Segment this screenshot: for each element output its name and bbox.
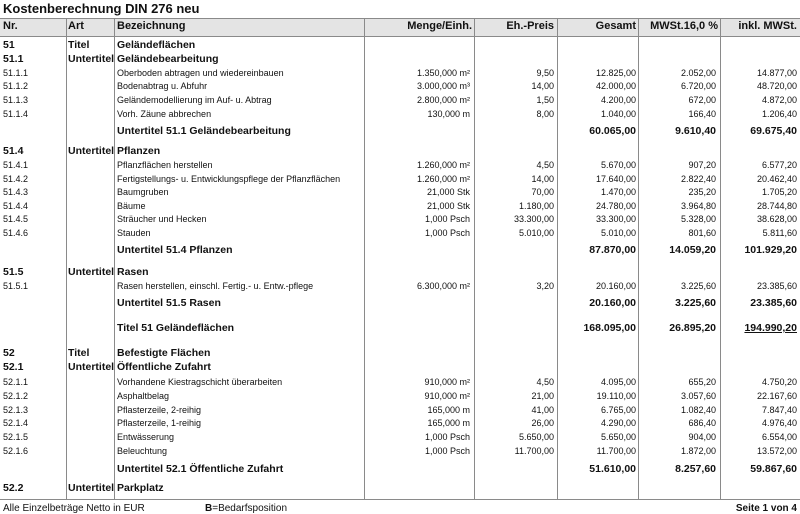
item-row-inkl: 14.877,00 <box>756 68 797 78</box>
item-row-nr: 51.4.5 <box>3 214 29 224</box>
item-row-bez: Fertigstellungs- u. Entwicklungspflege der Pflanzflächen <box>117 174 341 184</box>
item-row-preis: 5.010,00 <box>518 228 554 238</box>
subtotal-row-mwst: 14.059,20 <box>669 244 716 256</box>
column-header-art: Art <box>68 20 84 32</box>
item-row-gesamt: 33.300,00 <box>595 214 636 224</box>
subtotal-row-gesamt: 20.160,00 <box>589 297 636 309</box>
group-row-bez: Parkplatz <box>117 482 164 494</box>
item-row-mwst: 672,00 <box>688 95 716 105</box>
item-row-inkl: 38.628,00 <box>756 214 797 224</box>
item-row-inkl: 6.577,20 <box>761 160 797 170</box>
group-row-bez: Geländebearbeitung <box>117 53 219 65</box>
item-row-mwst: 1.872,00 <box>680 446 716 456</box>
item-row-mwst: 5.328,00 <box>680 214 716 224</box>
item-row-preis: 3,20 <box>536 281 554 291</box>
total-row-inkl: 194.990,20 <box>744 322 797 334</box>
item-row-bez: Pflanzflächen herstellen <box>117 160 213 170</box>
item-row-mwst: 655,20 <box>688 377 716 387</box>
item-row-menge: 1,000 Psch <box>424 446 470 456</box>
item-row-gesamt: 42.000,00 <box>595 81 636 91</box>
item-row-gesamt: 11.700,00 <box>596 446 636 456</box>
item-row-mwst: 3.225,60 <box>680 281 716 291</box>
subtotal-row-inkl: 59.867,60 <box>750 463 797 475</box>
column-divider <box>720 18 721 500</box>
group-row-art: Untertitel <box>68 266 115 278</box>
item-row-nr: 51.5.1 <box>3 281 29 291</box>
subtotal-row-inkl: 23.385,60 <box>750 297 797 309</box>
item-row-gesamt: 24.780,00 <box>595 201 636 211</box>
subtotal-row-gesamt: 60.065,00 <box>589 125 636 137</box>
item-row-inkl: 48.720,00 <box>756 81 797 91</box>
header-bottom-rule <box>0 36 800 37</box>
item-row-bez: Sträucher und Hecken <box>117 214 207 224</box>
item-row-preis: 4,50 <box>536 160 554 170</box>
item-row-nr: 51.4.6 <box>3 228 29 238</box>
table-bottom-rule <box>0 499 800 500</box>
group-row-nr: 51 <box>3 39 15 51</box>
item-row-bez: Pflasterzeile, 2-reihig <box>117 405 202 415</box>
item-row-menge: 165,000 m <box>427 405 470 415</box>
item-row-mwst: 3.057,60 <box>680 391 716 401</box>
item-row-nr: 51.1.3 <box>3 95 29 105</box>
item-row-inkl: 4.872,00 <box>761 95 797 105</box>
total-row-bez: Titel 51 Geländeflächen <box>117 322 235 334</box>
group-row-art: Titel <box>68 39 90 51</box>
item-row-nr: 52.1.2 <box>3 391 29 401</box>
item-row-mwst: 1.082,40 <box>680 405 716 415</box>
item-row-menge: 1.350,000 m² <box>416 68 470 78</box>
item-row-inkl: 4.976,40 <box>761 418 797 428</box>
item-row-nr: 52.1.4 <box>3 418 29 428</box>
item-row-gesamt: 6.765,00 <box>600 405 636 415</box>
item-row-preis: 11.700,00 <box>514 446 554 456</box>
column-header-menge: Menge/Einh. <box>407 20 472 32</box>
subtotal-row-bez: Untertitel 51.5 Rasen <box>117 297 221 309</box>
item-row-gesamt: 5.650,00 <box>600 432 636 442</box>
subtotal-row-mwst: 9.610,40 <box>675 125 716 137</box>
item-row-inkl: 1.206,40 <box>761 109 797 119</box>
footer-bedarf-key: B <box>205 503 213 514</box>
item-row-gesamt: 12.825,00 <box>595 68 636 78</box>
footer-bedarf-text: =Bedarfsposition <box>212 503 288 514</box>
header-top-rule <box>0 18 800 19</box>
column-header-mwst: MWSt.16,0 % <box>650 20 718 32</box>
group-row-nr: 51.1 <box>3 53 24 65</box>
item-row-nr: 51.1.2 <box>3 81 29 91</box>
item-row-nr: 51.4.2 <box>3 174 29 184</box>
group-row-art: Untertitel <box>68 482 115 494</box>
item-row-bez: Oberboden abtragen und wiedereinbauen <box>117 68 284 78</box>
item-row-inkl: 5.811,60 <box>762 228 797 238</box>
column-header-inkl: inkl. MWSt. <box>738 20 797 32</box>
group-row-art: Untertitel <box>68 145 115 157</box>
total-row-gesamt: 168.095,00 <box>583 322 636 334</box>
footer-note-bedarf <box>205 503 287 514</box>
item-row-gesamt: 4.095,00 <box>600 377 636 387</box>
item-row-nr: 51.1.4 <box>3 109 29 119</box>
item-row-nr: 52.1.5 <box>3 432 29 442</box>
subtotal-row-mwst: 3.225,60 <box>675 297 716 309</box>
item-row-mwst: 2.052,00 <box>680 68 716 78</box>
item-row-inkl: 22.167,60 <box>756 391 797 401</box>
item-row-mwst: 907,20 <box>688 160 716 170</box>
item-row-inkl: 20.462,40 <box>756 174 797 184</box>
item-row-menge: 21,000 Stk <box>426 201 470 211</box>
item-row-nr: 51.4.3 <box>3 187 29 197</box>
item-row-bez: Stauden <box>117 228 151 238</box>
group-row-bez: Rasen <box>117 266 149 278</box>
item-row-bez: Asphaltbelag <box>117 391 170 401</box>
item-row-preis: 33.300,00 <box>513 214 554 224</box>
item-row-mwst: 6.720,00 <box>680 81 716 91</box>
group-row-bez: Öffentliche Zufahrt <box>117 361 211 373</box>
item-row-preis: 5.650,00 <box>518 432 554 442</box>
item-row-bez: Vorhandene Kiestragschicht überarbeiten <box>117 377 283 387</box>
item-row-inkl: 1.705,20 <box>761 187 797 197</box>
subtotal-row-mwst: 8.257,60 <box>675 463 716 475</box>
subtotal-row-gesamt: 87.870,00 <box>589 244 636 256</box>
column-divider <box>638 18 639 500</box>
item-row-bez: Rasen herstellen, einschl. Fertig.- u. Entw.-pflege <box>117 281 314 291</box>
item-row-gesamt: 5.010,00 <box>600 228 636 238</box>
item-row-inkl: 6.554,00 <box>761 432 797 442</box>
item-row-bez: Baumgruben <box>117 187 169 197</box>
item-row-gesamt: 1.040,00 <box>600 109 636 119</box>
item-row-mwst: 904,00 <box>688 432 716 442</box>
item-row-preis: 4,50 <box>536 377 554 387</box>
footer-note-netto: Alle Einzelbeträge Netto in EUR <box>3 503 145 514</box>
item-row-mwst: 235,20 <box>688 187 716 197</box>
column-divider <box>364 18 365 500</box>
group-row-nr: 52.1 <box>3 361 24 373</box>
item-row-mwst: 686,40 <box>688 418 716 428</box>
column-header-gesamt: Gesamt <box>595 20 636 32</box>
item-row-inkl: 7.847,40 <box>761 405 797 415</box>
item-row-nr: 51.4.4 <box>3 201 29 211</box>
item-row-mwst: 166,40 <box>688 109 716 119</box>
group-row-nr: 52 <box>3 347 15 359</box>
item-row-menge: 165,000 m <box>427 418 470 428</box>
item-row-nr: 52.1.1 <box>3 377 29 387</box>
item-row-preis: 26,00 <box>531 418 554 428</box>
item-row-menge: 1,000 Psch <box>424 228 470 238</box>
group-row-nr: 51.4 <box>3 145 24 157</box>
group-row-art: Titel <box>68 347 90 359</box>
item-row-nr: 52.1.3 <box>3 405 29 415</box>
column-divider <box>66 18 67 500</box>
item-row-preis: 14,00 <box>531 174 554 184</box>
group-row-nr: 52.2 <box>3 482 24 494</box>
item-row-inkl: 13.572,00 <box>756 446 797 456</box>
item-row-gesamt: 19.110,00 <box>596 391 636 401</box>
column-header-ehpreis: Eh.-Preis <box>506 20 554 32</box>
item-row-preis: 8,00 <box>536 109 554 119</box>
item-row-menge: 2.800,000 m² <box>416 95 470 105</box>
item-row-bez: Pflasterzeile, 1-reihig <box>117 418 202 428</box>
group-row-bez: Geländeflächen <box>117 39 196 51</box>
item-row-preis: 41,00 <box>531 405 554 415</box>
item-row-preis: 9,50 <box>536 68 554 78</box>
column-divider <box>114 18 115 500</box>
item-row-gesamt: 1.470,00 <box>600 187 636 197</box>
subtotal-row-bez: Untertitel 52.1 Öffentliche Zufahrt <box>117 463 284 475</box>
subtotal-row-inkl: 69.675,40 <box>750 125 797 137</box>
item-row-mwst: 2.822,40 <box>680 174 716 184</box>
item-row-nr: 51.1.1 <box>3 68 29 78</box>
item-row-menge: 1.260,000 m² <box>416 174 470 184</box>
group-row-art: Untertitel <box>68 53 115 65</box>
item-row-menge: 21,000 Stk <box>426 187 470 197</box>
column-header-bezeichnung: Bezeichnung <box>117 20 186 32</box>
item-row-nr: 52.1.6 <box>3 446 29 456</box>
group-row-bez: Befestigte Flächen <box>117 347 211 359</box>
item-row-preis: 14,00 <box>531 81 554 91</box>
item-row-menge: 3.000,000 m³ <box>416 81 470 91</box>
column-header-nr: Nr. <box>3 20 18 32</box>
subtotal-row-bez: Untertitel 51.1 Geländebearbeitung <box>117 125 291 137</box>
item-row-gesamt: 4.200,00 <box>600 95 636 105</box>
subtotal-row-gesamt: 51.610,00 <box>589 463 636 475</box>
item-row-bez: Geländemodellierung im Auf- u. Abtrag <box>117 95 272 105</box>
subtotal-row-bez: Untertitel 51.4 Pflanzen <box>117 244 233 256</box>
item-row-inkl: 23.385,60 <box>756 281 797 291</box>
item-row-menge: 910,000 m² <box>424 391 470 401</box>
item-row-mwst: 801,60 <box>688 228 716 238</box>
item-row-bez: Vorh. Zäune abbrechen <box>117 109 212 119</box>
item-row-bez: Bäume <box>117 201 146 211</box>
item-row-mwst: 3.964,80 <box>680 201 716 211</box>
group-row-bez: Pflanzen <box>117 145 161 157</box>
item-row-bez: Bodenabtrag u. Abfuhr <box>117 81 208 91</box>
column-divider <box>474 18 475 500</box>
column-divider <box>557 18 558 500</box>
item-row-preis: 1.180,00 <box>518 201 554 211</box>
item-row-menge: 910,000 m² <box>424 377 470 387</box>
page-number: Seite 1 von 4 <box>735 503 797 514</box>
item-row-preis: 21,00 <box>531 391 554 401</box>
item-row-inkl: 4.750,20 <box>761 377 797 387</box>
item-row-menge: 6.300,000 m² <box>416 281 470 291</box>
item-row-gesamt: 20.160,00 <box>595 281 636 291</box>
item-row-gesamt: 17.640,00 <box>595 174 636 184</box>
group-row-art: Untertitel <box>68 361 115 373</box>
item-row-menge: 1,000 Psch <box>424 214 470 224</box>
total-row-mwst: 26.895,20 <box>669 322 716 334</box>
item-row-nr: 51.4.1 <box>3 160 29 170</box>
item-row-gesamt: 4.290,00 <box>600 418 636 428</box>
item-row-menge: 1,000 Psch <box>424 432 470 442</box>
item-row-preis: 1,50 <box>536 95 554 105</box>
item-row-inkl: 28.744,80 <box>756 201 797 211</box>
item-row-bez: Entwässerung <box>117 432 175 442</box>
item-row-gesamt: 5.670,00 <box>600 160 636 170</box>
document-title: Kostenberechnung DIN 276 neu <box>3 1 200 16</box>
subtotal-row-inkl: 101.929,20 <box>744 244 797 256</box>
group-row-nr: 51.5 <box>3 266 24 278</box>
item-row-preis: 70,00 <box>531 187 554 197</box>
item-row-menge: 1.260,000 m² <box>416 160 470 170</box>
item-row-menge: 130,000 m <box>427 109 470 119</box>
item-row-bez: Beleuchtung <box>117 446 168 456</box>
